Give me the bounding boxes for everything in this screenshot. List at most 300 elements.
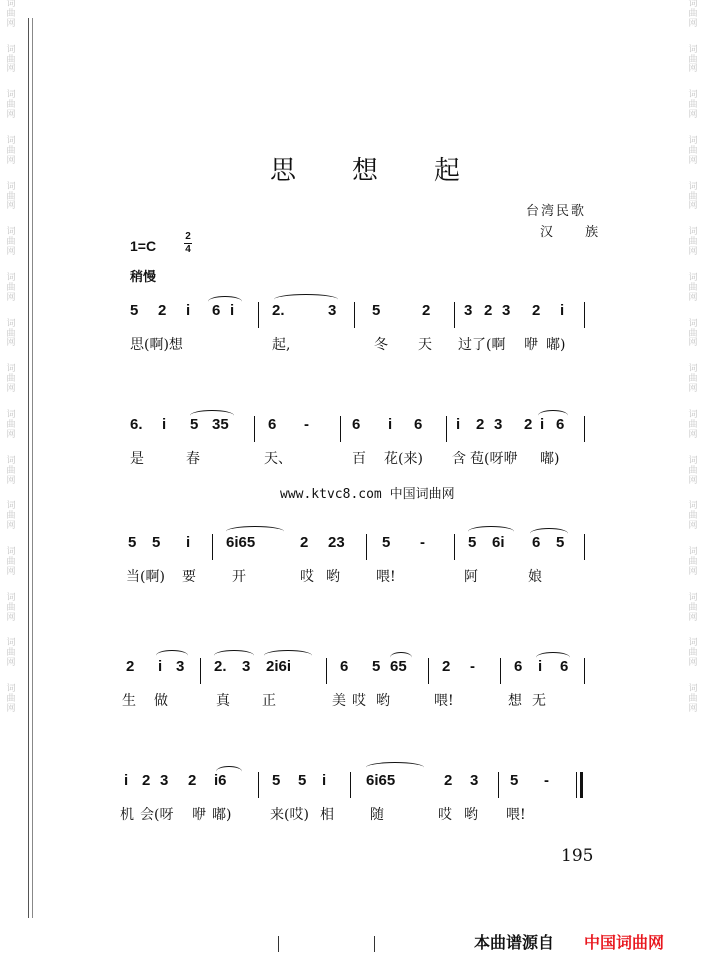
watermark-char: 网: [688, 475, 698, 486]
watermark-char: 词: [6, 455, 16, 466]
bar-line: [584, 302, 585, 328]
lyric: 起,: [272, 337, 291, 353]
bar-line: [200, 658, 201, 684]
watermark-char: 词: [688, 364, 698, 375]
watermark-char: 网: [688, 64, 698, 75]
note: 6i: [492, 534, 505, 551]
watermark-group: [4, 320, 18, 350]
lyric: 哟: [464, 807, 478, 823]
footer-prefix: 本曲谱源自: [474, 933, 555, 952]
bar-line: [454, 534, 455, 560]
watermark-group: [4, 183, 18, 213]
watermark-group: [686, 685, 700, 715]
lyric: 娘: [528, 569, 542, 585]
watermark-char: 网: [688, 658, 698, 669]
watermark-group: [686, 183, 700, 213]
watermark-char: 曲: [6, 648, 16, 659]
note: -: [470, 658, 475, 675]
watermark-char: 网: [688, 612, 698, 623]
watermark-char: 网: [6, 155, 16, 166]
lyric: 哎: [352, 693, 366, 709]
watermark-column-left: [4, 0, 18, 731]
title-char-2: 想: [351, 156, 378, 186]
watermark-char: 曲: [688, 282, 698, 293]
bar-line: [584, 534, 585, 560]
footer-brand-link[interactable]: [584, 930, 664, 953]
watermark-char: 网: [688, 292, 698, 303]
note: 2: [126, 658, 135, 675]
bar-line: [254, 416, 255, 442]
lyric: 哟: [326, 569, 340, 585]
lyric: 喂!: [506, 807, 526, 823]
bar-line: [354, 302, 355, 328]
watermark-char: 网: [688, 247, 698, 258]
slur: [216, 766, 242, 777]
note: i: [230, 302, 235, 319]
note: 2: [524, 416, 533, 433]
note: 5: [298, 772, 307, 789]
watermark-char: 曲: [6, 511, 16, 522]
watermark-char: 词: [688, 638, 698, 649]
lyric: 含: [452, 451, 466, 467]
crop-mark: [278, 936, 279, 952]
final-bar-thick: [580, 772, 583, 798]
slur: [468, 526, 514, 537]
watermark-char: 曲: [6, 328, 16, 339]
watermark-group: [4, 137, 18, 167]
watermark-char: 曲: [6, 556, 16, 567]
watermark-group: [686, 228, 700, 258]
watermark-char: 曲: [6, 54, 16, 65]
watermark-char: 词: [6, 547, 16, 558]
watermark-char: 曲: [6, 8, 16, 19]
watermark-group: [686, 548, 700, 578]
watermark-group: [4, 548, 18, 578]
watermark-char: 曲: [688, 419, 698, 430]
slur: [538, 410, 568, 421]
bar-line: [446, 416, 447, 442]
footer-source: [474, 930, 554, 953]
watermark-char: 网: [6, 612, 16, 623]
watermark-char: 词: [6, 364, 16, 375]
music-system-1: [120, 298, 590, 398]
watermark-char: 词: [688, 318, 698, 329]
watermark-char: 曲: [6, 100, 16, 111]
lyric: 是: [130, 451, 144, 467]
page-title: [270, 150, 460, 187]
watermark-char: 曲: [6, 282, 16, 293]
watermark-char: 网: [688, 201, 698, 212]
watermark-char: 词: [688, 684, 698, 695]
lyric: 无: [532, 693, 546, 709]
notes-row: [120, 412, 590, 452]
note: 6: [560, 658, 569, 675]
lyric: 思(啊)想: [130, 337, 183, 353]
note: 2: [142, 772, 151, 789]
lyric: 冬: [374, 337, 388, 353]
watermark-char: 网: [6, 292, 16, 303]
watermark-group: [686, 274, 700, 304]
watermark-char: 词: [6, 44, 16, 55]
watermark-char: 曲: [6, 693, 16, 704]
watermark-char: 词: [6, 90, 16, 101]
bar-line: [500, 658, 501, 684]
watermark-char: 词: [6, 684, 16, 695]
watermark-group: [686, 91, 700, 121]
watermark-group: [686, 594, 700, 624]
watermark-char: 曲: [688, 465, 698, 476]
note: i: [124, 772, 129, 789]
music-system-5: [120, 768, 590, 868]
lyric: 哎: [438, 807, 452, 823]
bar-line: [454, 302, 455, 328]
note: 2: [422, 302, 431, 319]
note: 6: [212, 302, 221, 319]
note: 5: [130, 302, 139, 319]
watermark-char: 曲: [6, 237, 16, 248]
note: 5: [510, 772, 519, 789]
lyric: 哟: [376, 693, 390, 709]
lyric: 相: [320, 807, 334, 823]
note: 6i65: [366, 772, 396, 789]
lyric: 来(哎): [270, 807, 309, 823]
watermark-group: [4, 594, 18, 624]
lyric: 随: [370, 807, 384, 823]
watermark-char: 词: [6, 592, 16, 603]
lyric: 开: [232, 569, 246, 585]
watermark-group: [4, 91, 18, 121]
note: 3: [176, 658, 185, 675]
note: -: [420, 534, 425, 551]
note: 6: [352, 416, 361, 433]
lyric: 春: [186, 451, 200, 467]
watermark-char: 网: [6, 201, 16, 212]
watermark-group: [686, 0, 700, 30]
watermark-group: [686, 457, 700, 487]
note: i: [186, 534, 191, 551]
lyric: 机: [120, 807, 134, 823]
origin-line-2: 汉 族: [540, 225, 613, 240]
watermark-group: [686, 46, 700, 76]
watermark-char: 曲: [688, 145, 698, 156]
watermark-group: [686, 502, 700, 532]
lyric: 要: [182, 569, 196, 585]
watermark-char: 词: [6, 638, 16, 649]
watermark-char: 网: [6, 384, 16, 395]
slur: [536, 652, 570, 663]
watermark-char: 曲: [6, 191, 16, 202]
watermark-char: 网: [688, 18, 698, 29]
watermark-char: 曲: [6, 145, 16, 156]
note: 2: [442, 658, 451, 675]
notes-row: [120, 654, 590, 694]
watermark-char: 词: [688, 136, 698, 147]
note: 6: [556, 416, 565, 433]
slur: [190, 410, 234, 421]
watermark-char: 曲: [6, 465, 16, 476]
watermark-char: 词: [6, 136, 16, 147]
note: 5: [128, 534, 137, 551]
watermark-char: 曲: [688, 54, 698, 65]
watermark-group: [686, 411, 700, 441]
watermark-char: 词: [688, 501, 698, 512]
slur: [264, 650, 312, 661]
notes-row: [120, 768, 590, 808]
watermark-char: 网: [688, 566, 698, 577]
watermark-char: 网: [6, 64, 16, 75]
slur: [390, 652, 412, 663]
watermark-group: [686, 137, 700, 167]
left-margin-rule: [28, 18, 29, 918]
watermark-char: 词: [688, 455, 698, 466]
note: i: [388, 416, 393, 433]
watermark-char: 网: [6, 18, 16, 29]
lyric: 哎: [300, 569, 314, 585]
watermark-group: [4, 685, 18, 715]
lyric: 阿: [464, 569, 478, 585]
slur: [214, 650, 254, 661]
lyric: 喂!: [434, 693, 454, 709]
watermark-group: [4, 228, 18, 258]
watermark-group: [4, 457, 18, 487]
note: 5: [272, 772, 281, 789]
note: 5: [468, 534, 477, 551]
watermark-char: 词: [6, 273, 16, 284]
note: 5: [556, 534, 565, 551]
tempo-marking: 稍慢: [130, 270, 157, 285]
lyric: 做: [154, 693, 168, 709]
note: 3: [464, 302, 473, 319]
lyric: 想: [508, 693, 522, 709]
page-number: 195: [561, 846, 594, 866]
watermark-char: 词: [688, 227, 698, 238]
lyric: 过了(啊: [458, 337, 506, 353]
watermark-char: 曲: [688, 374, 698, 385]
watermark-char: 网: [688, 429, 698, 440]
slur: [366, 762, 424, 773]
note: 5: [372, 302, 381, 319]
note: 2: [532, 302, 541, 319]
watermark-char: 词: [6, 318, 16, 329]
watermark-group: [4, 0, 18, 30]
lyric: 喂!: [376, 569, 396, 585]
lyrics-row: [120, 690, 590, 710]
watermark-char: 网: [6, 429, 16, 440]
note: 2: [484, 302, 493, 319]
watermark-char: 网: [6, 521, 16, 532]
lyric: 正: [262, 693, 276, 709]
bar-line: [258, 302, 259, 328]
note: 6: [414, 416, 423, 433]
watermark-char: 曲: [688, 237, 698, 248]
slur: [530, 528, 568, 539]
note: 6: [268, 416, 277, 433]
music-system-4: [120, 654, 590, 754]
time-signature: [184, 232, 192, 255]
watermark-char: 词: [688, 547, 698, 558]
watermark-char: 曲: [6, 374, 16, 385]
watermark-char: 曲: [688, 648, 698, 659]
watermark-column-right: [686, 0, 700, 731]
watermark-char: 曲: [688, 556, 698, 567]
slur: [208, 296, 242, 307]
watermark-char: 词: [688, 273, 698, 284]
note: 6: [340, 658, 349, 675]
watermark-char: 词: [688, 0, 698, 9]
watermark-group: [4, 274, 18, 304]
watermark-char: 词: [6, 181, 16, 192]
note: i: [538, 658, 543, 675]
watermark-char: 网: [688, 155, 698, 166]
note: 2.: [214, 658, 227, 675]
note: -: [544, 772, 549, 789]
time-signature-top: 2: [185, 231, 191, 242]
bar-line: [584, 658, 585, 684]
bar-line: [584, 416, 585, 442]
watermark-char: 网: [688, 338, 698, 349]
watermark-group: [686, 320, 700, 350]
note: 3: [242, 658, 251, 675]
lyric: 苞(呀咿: [470, 451, 518, 467]
website-watermark: www.ktvc8.com 中国词曲网: [280, 487, 455, 502]
watermark-char: 曲: [688, 602, 698, 613]
lyric: 咿: [524, 337, 538, 353]
lyric: 天、: [264, 451, 292, 467]
watermark-char: 曲: [688, 191, 698, 202]
note: 2.: [272, 302, 285, 319]
lyric: 咿: [192, 807, 206, 823]
watermark-char: 网: [6, 658, 16, 669]
watermark-char: 曲: [6, 602, 16, 613]
watermark-group: [4, 46, 18, 76]
note: 5: [372, 658, 381, 675]
watermark-char: 曲: [688, 8, 698, 19]
note: 6i65: [226, 534, 256, 551]
note: 6.: [130, 416, 143, 433]
note: i6: [214, 772, 227, 789]
watermark-char: 曲: [6, 419, 16, 430]
lyrics-row: [120, 334, 590, 354]
lyric: 会(呀: [140, 807, 174, 823]
watermark-group: [4, 411, 18, 441]
notes-row: [120, 298, 590, 338]
watermark-char: 词: [688, 90, 698, 101]
watermark-char: 网: [6, 338, 16, 349]
lyrics-row: [120, 566, 590, 586]
note: 6: [514, 658, 523, 675]
title-char-3: 起: [433, 156, 460, 186]
watermark-char: 词: [6, 227, 16, 238]
watermark-char: 网: [6, 566, 16, 577]
note: 5: [152, 534, 161, 551]
watermark-char: 网: [688, 521, 698, 532]
key-signature: 1=C: [130, 238, 157, 254]
note: 5: [382, 534, 391, 551]
bar-line: [340, 416, 341, 442]
watermark-char: 曲: [688, 328, 698, 339]
note: 65: [390, 658, 407, 675]
watermark-char: 词: [688, 181, 698, 192]
bar-line: [428, 658, 429, 684]
note: i: [540, 416, 545, 433]
watermark-group: [686, 365, 700, 395]
lyric: 百: [352, 451, 366, 467]
watermark-group: [4, 365, 18, 395]
note: 3: [494, 416, 503, 433]
watermark-group: [4, 639, 18, 669]
watermark-char: 网: [688, 703, 698, 714]
title-char-1: 思: [270, 156, 297, 186]
note: 3: [328, 302, 337, 319]
watermark-char: 词: [6, 0, 16, 9]
slur: [226, 526, 284, 537]
watermark-group: [686, 639, 700, 669]
bar-line: [366, 534, 367, 560]
tie: [274, 294, 338, 305]
lyric: 真: [216, 693, 230, 709]
watermark-char: 曲: [688, 100, 698, 111]
watermark-char: 网: [6, 247, 16, 258]
watermark-group: [4, 502, 18, 532]
note: 2: [188, 772, 197, 789]
note: 2: [158, 302, 167, 319]
music-system-3: [120, 530, 590, 630]
watermark-char: 曲: [688, 511, 698, 522]
time-signature-bottom: 4: [185, 244, 191, 255]
watermark-char: 网: [6, 703, 16, 714]
watermark-char: 词: [688, 410, 698, 421]
note: -: [304, 416, 309, 433]
note: i: [456, 416, 461, 433]
note: 3: [160, 772, 169, 789]
lyric: 嘟): [546, 337, 566, 353]
final-bar-thin: [576, 772, 577, 798]
notes-row: [120, 530, 590, 570]
watermark-char: 曲: [688, 693, 698, 704]
watermark-char: 词: [688, 44, 698, 55]
note: 3: [470, 772, 479, 789]
note: 3: [502, 302, 511, 319]
bar-line: [212, 534, 213, 560]
note: 23: [328, 534, 345, 551]
bar-line: [498, 772, 499, 798]
watermark-char: 网: [688, 384, 698, 395]
watermark-char: 词: [6, 410, 16, 421]
note: 6: [532, 534, 541, 551]
watermark-char: 网: [6, 475, 16, 486]
note: 5: [190, 416, 199, 433]
note: i: [162, 416, 167, 433]
footer-brand[interactable]: 中国词曲网: [584, 933, 665, 952]
lyrics-row: [120, 804, 590, 824]
lyric: 嘟): [212, 807, 232, 823]
slur: [156, 650, 188, 661]
note: 35: [212, 416, 229, 433]
origin-line-1: 台湾民歌: [526, 204, 587, 219]
lyric: 花(来): [384, 451, 423, 467]
note: 2: [476, 416, 485, 433]
watermark-char: 词: [6, 501, 16, 512]
note: 2i6i: [266, 658, 292, 675]
note: i: [322, 772, 327, 789]
lyric: 生: [122, 693, 136, 709]
watermark-char: 网: [6, 110, 16, 121]
watermark-char: 词: [688, 592, 698, 603]
crop-mark: [374, 936, 375, 952]
lyric: 嘟): [540, 451, 560, 467]
note: 2: [300, 534, 309, 551]
lyric: 美: [332, 693, 346, 709]
